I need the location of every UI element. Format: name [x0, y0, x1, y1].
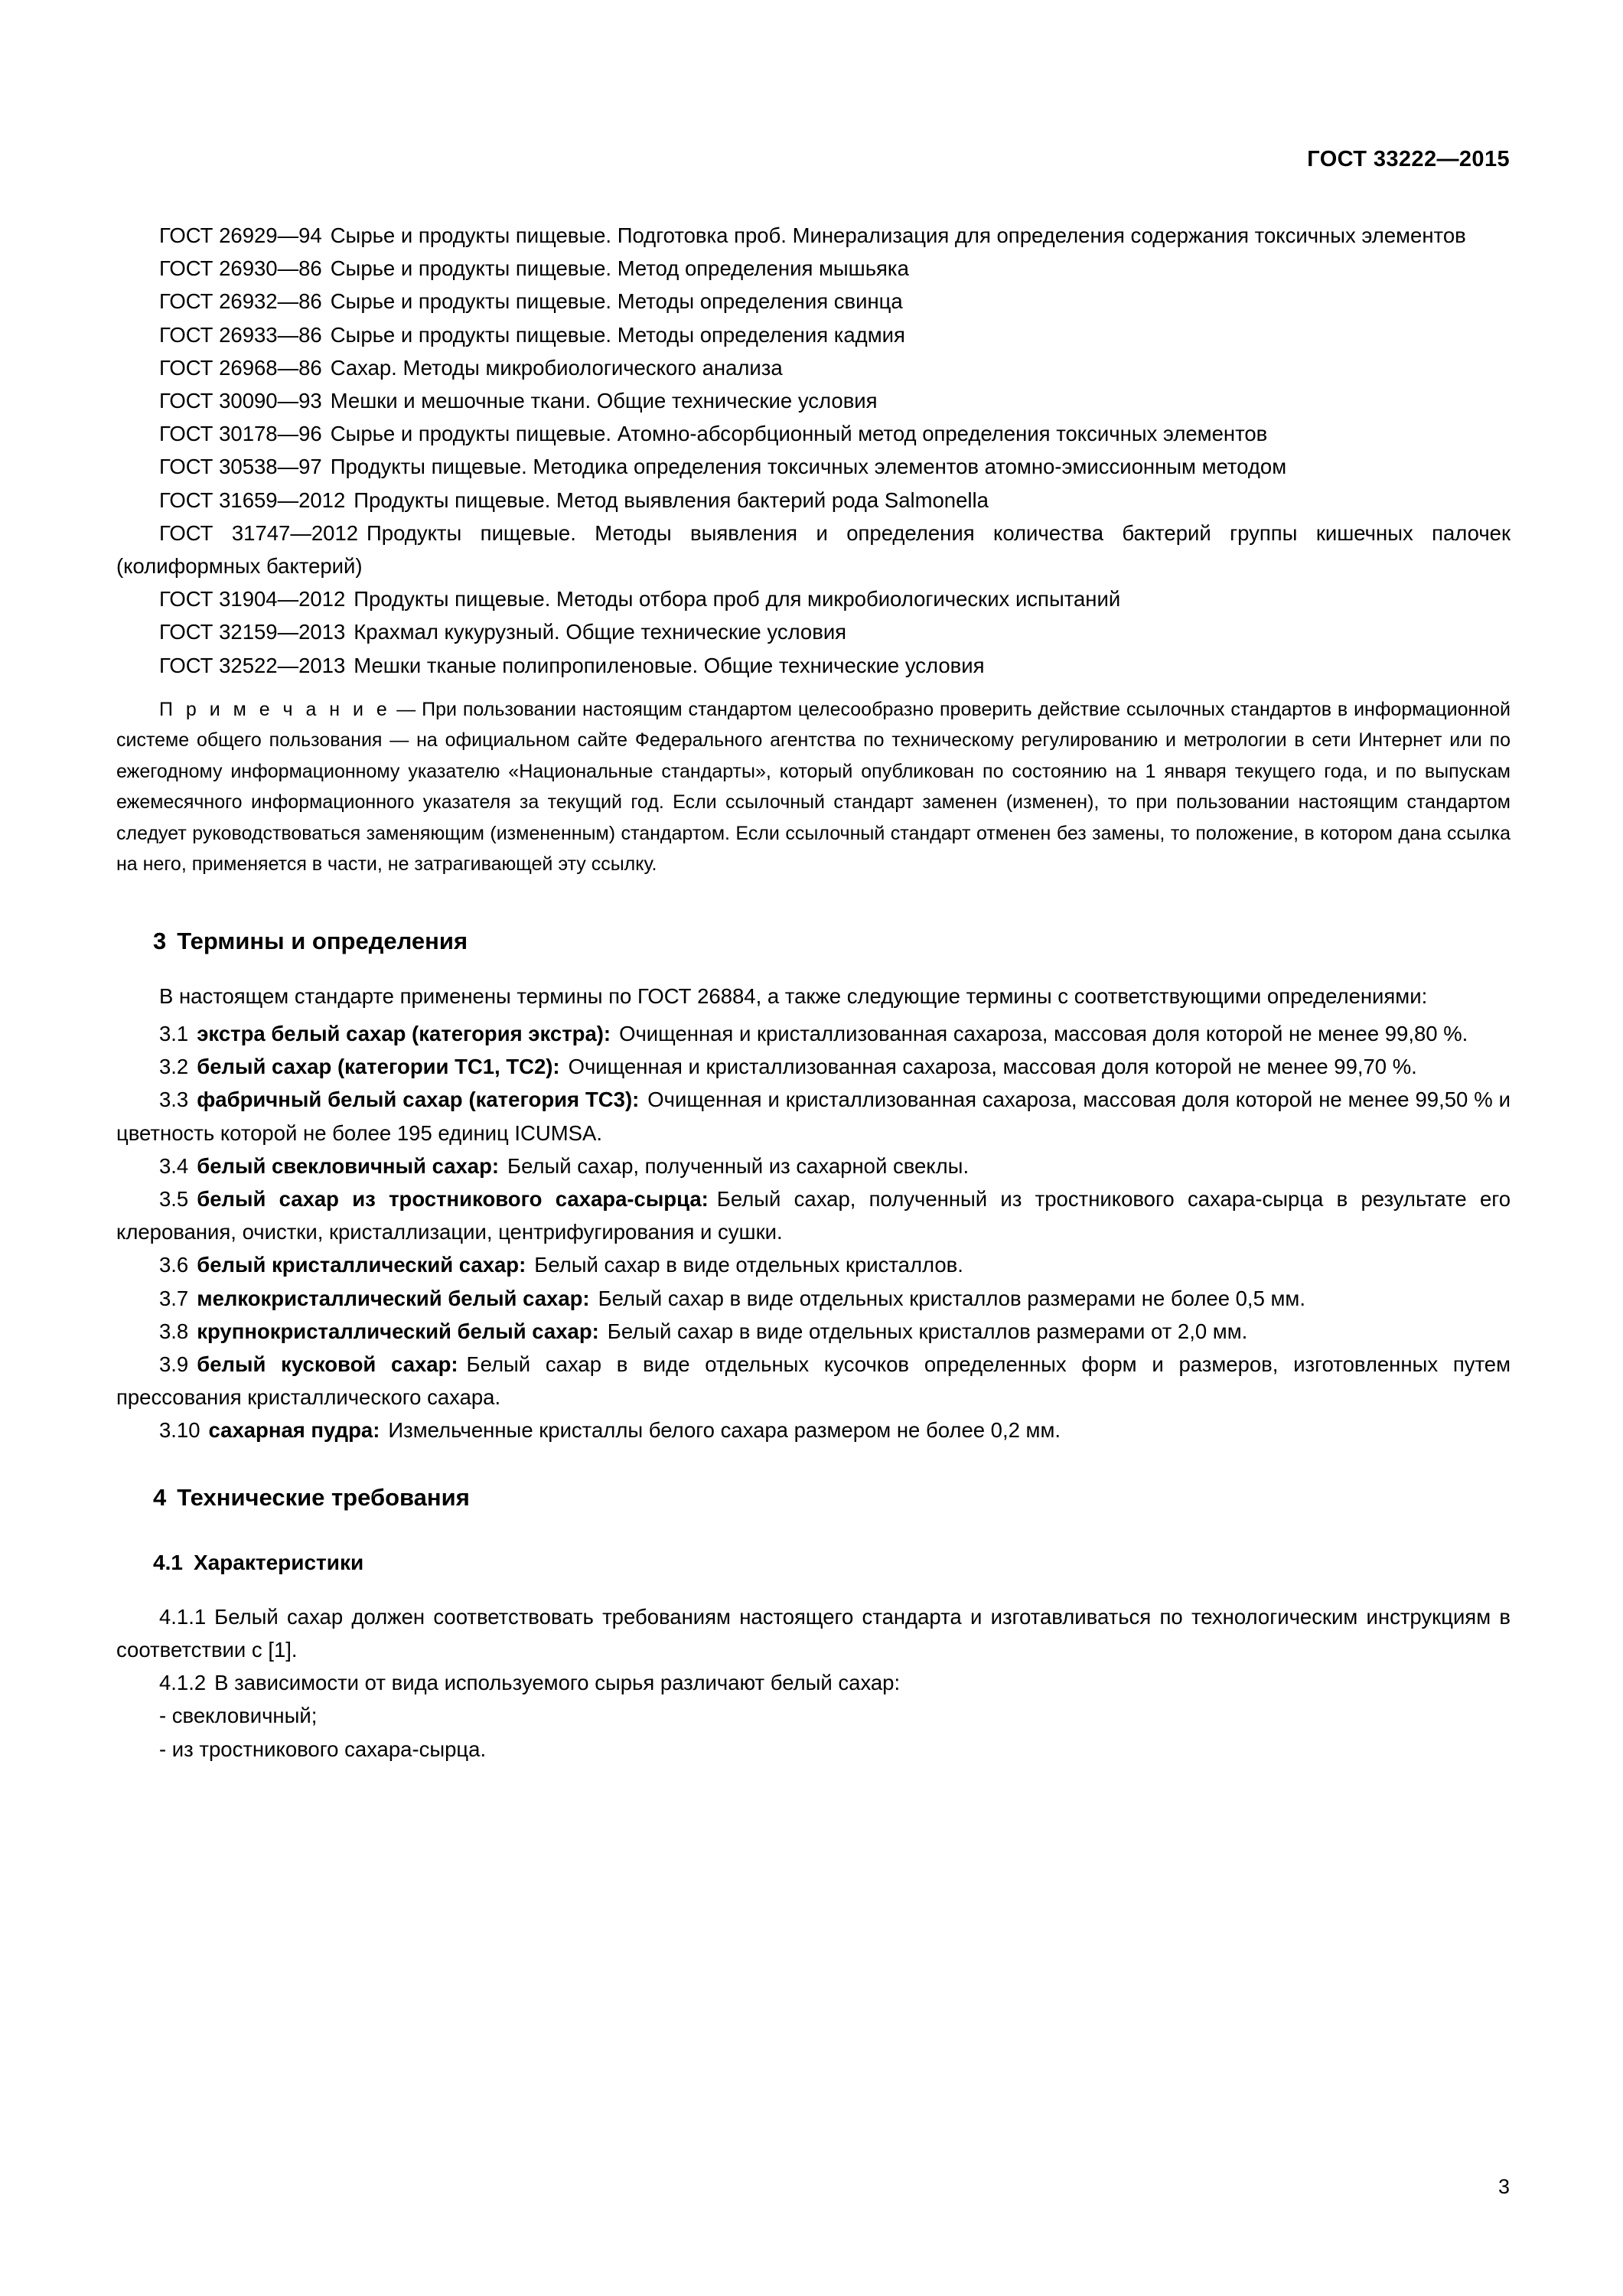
term-number: 3.9 — [159, 1352, 189, 1377]
normative-reference-item — [116, 582, 1511, 615]
section3-intro: В настоящем стандарте применены термины по ГОСТ 26884, а также следующие термины с соответствующими определениями: — [159, 983, 1428, 1008]
clause-4-1-1 — [116, 1600, 1511, 1666]
term-name: белый сахар из тростникового сахара-сырца: — [197, 1187, 709, 1212]
section-title: Технические требования — [177, 1483, 470, 1511]
page-number: 3 — [1498, 2175, 1510, 2198]
term-definition — [116, 1282, 1511, 1315]
term-name: белый свекловичный сахар: — [197, 1153, 500, 1178]
term-number: 3.10 — [159, 1418, 200, 1443]
subsection-number: 4.1 — [153, 1550, 183, 1574]
gost-code: ГОСТ 30538—97 — [159, 455, 322, 479]
term-definition — [116, 1150, 1511, 1182]
gost-code: ГОСТ 26933—86 — [159, 322, 322, 347]
term-text: Белый сахар в виде отдельных кристаллов. — [534, 1253, 963, 1277]
term-number: 3.1 — [159, 1022, 189, 1046]
term-text: Белый сахар в виде отдельных кристаллов размерами от 2,0 мм. — [607, 1319, 1248, 1343]
gost-code: ГОСТ 30090—93 — [159, 389, 322, 413]
clause-number: 4.1.1 — [159, 1604, 207, 1629]
clause-4-1-2 — [116, 1666, 1511, 1699]
normative-reference-item — [116, 649, 1511, 682]
normative-reference-item — [116, 484, 1511, 517]
gost-title: Продукты пищевые. Методы отбора проб для микробиологических испытаний — [354, 587, 1121, 612]
subsection-heading-4-1 — [116, 1548, 1511, 1577]
term-text: Очищенная и кристаллизованная сахароза, массовая доля которой не менее 99,80 %. — [619, 1022, 1468, 1046]
gost-code: ГОСТ 26930—86 — [159, 256, 322, 281]
term-text: Измельченные кристаллы белого сахара размером не более 0,2 мм. — [388, 1418, 1061, 1443]
gost-code: ГОСТ 31904—2012 — [159, 587, 346, 612]
normative-reference-item — [116, 318, 1511, 351]
gost-code: ГОСТ 31659—2012 — [159, 488, 346, 512]
term-name: белый кристаллический сахар: — [197, 1253, 526, 1277]
gost-title: Сырье и продукты пищевые. Атомно-абсорбционный метод определения токсичных элементов — [330, 422, 1268, 446]
gost-title: Сырье и продукты пищевые. Методы определения свинца — [330, 289, 903, 314]
list-item: - из тростникового сахара-сырца. — [159, 1737, 487, 1761]
normative-reference-item — [116, 417, 1511, 450]
term-definition — [116, 1050, 1511, 1083]
term-definition — [116, 1414, 1511, 1446]
terms-list — [116, 1017, 1511, 1447]
term-number: 3.5 — [159, 1187, 189, 1212]
term-name: сахарная пудра: — [208, 1418, 380, 1443]
normative-reference-item — [116, 615, 1511, 648]
gost-code: ГОСТ 30178—96 — [159, 422, 322, 446]
term-text: Белый сахар, полученный из тростникового сахара-сырца в результате его клерования, очистки, кристаллизации, центрифугирования и сушки. — [116, 1187, 1511, 1244]
term-name: фабричный белый сахар (категория ТС3): — [197, 1088, 640, 1112]
term-text: Белый сахар, полученный из сахарной свеклы. — [507, 1153, 970, 1178]
term-name: крупнокристаллический белый сахар: — [197, 1319, 599, 1343]
subsection-title: Характеристики — [193, 1550, 364, 1574]
term-name: экстра белый сахар (категория экстра): — [197, 1022, 611, 1046]
gost-title: Продукты пищевые. Метод выявления бактерий рода Salmonella — [354, 488, 989, 512]
normative-reference-item — [116, 384, 1511, 417]
gost-title: Мешки тканые полипропиленовые. Общие технические условия — [354, 653, 985, 677]
term-definition — [116, 1083, 1511, 1149]
gost-title: Крахмал кукурузный. Общие технические условия — [354, 620, 847, 644]
term-definition — [116, 1248, 1511, 1281]
term-name: мелкокристаллический белый сахар: — [197, 1286, 590, 1310]
note-block — [116, 694, 1511, 880]
normative-reference-item — [116, 450, 1511, 483]
gost-title: Сырье и продукты пищевые. Подготовка проб. Минерализация для определения содержания токсичных элементов — [330, 223, 1466, 247]
section-title: Термины и определения — [177, 927, 468, 954]
gost-code: ГОСТ 26929—94 — [159, 223, 322, 247]
gost-title: Сырье и продукты пищевые. Метод определения мышьяка — [330, 256, 909, 281]
gost-code: ГОСТ 32159—2013 — [159, 620, 346, 644]
gost-title: Продукты пищевые. Методика определения токсичных элементов атомно-эмиссионным методом — [330, 455, 1287, 479]
gost-title: Продукты пищевые. Методы выявления и определения количества бактерий группы кишечных палочек (колиформных бактерий) — [116, 520, 1511, 579]
term-number: 3.7 — [159, 1286, 189, 1310]
term-definition — [116, 1182, 1511, 1248]
gost-title: Сахар. Методы микробиологического анализа — [330, 355, 783, 380]
normative-reference-item — [116, 252, 1511, 285]
normative-references-list — [116, 219, 1511, 682]
gost-title: Мешки и мешочные ткани. Общие технические условия — [330, 389, 878, 413]
term-name: белый сахар (категории ТС1, ТС2): — [197, 1055, 560, 1079]
clause-text: В зависимости от вида используемого сырья различают белый сахар: — [214, 1671, 901, 1695]
normative-reference-item — [116, 285, 1511, 318]
term-definition — [116, 1017, 1511, 1050]
term-definition — [116, 1348, 1511, 1414]
text-column — [116, 219, 1511, 1766]
gost-code: ГОСТ 31747—2012 — [159, 520, 359, 545]
normative-reference-item — [116, 517, 1511, 582]
gost-code: ГОСТ 26968—86 — [159, 355, 322, 380]
section-heading-3 — [116, 926, 1511, 957]
section-number: 4 — [153, 1483, 167, 1511]
normative-reference-item — [116, 351, 1511, 384]
gost-code: ГОСТ 32522—2013 — [159, 653, 346, 677]
term-definition — [116, 1315, 1511, 1348]
term-text: Очищенная и кристаллизованная сахароза, массовая доля которой не менее 99,70 %. — [568, 1055, 1417, 1079]
note-label: П р и м е ч а н и е — [159, 698, 391, 720]
term-number: 3.4 — [159, 1153, 189, 1178]
note-dash: — — [390, 698, 422, 720]
term-text: Очищенная и кристаллизованная сахароза, массовая доля которой не менее 99,50 % и цветность которой не более 195 единиц ICUMSA. — [116, 1088, 1511, 1145]
gost-title: Сырье и продукты пищевые. Методы определения кадмия — [330, 322, 905, 347]
list-item: - свекловичный; — [159, 1704, 318, 1728]
term-name: белый кусковой сахар: — [197, 1352, 458, 1377]
term-number: 3.8 — [159, 1319, 189, 1343]
term-number: 3.2 — [159, 1055, 189, 1079]
section-heading-4 — [116, 1482, 1511, 1513]
term-text: Белый сахар в виде отдельных кристаллов размерами не более 0,5 мм. — [598, 1286, 1305, 1310]
term-number: 3.3 — [159, 1088, 189, 1112]
normative-reference-item — [116, 219, 1511, 252]
clause-number: 4.1.2 — [159, 1671, 207, 1695]
section-number: 3 — [153, 927, 167, 954]
gost-code: ГОСТ 26932—86 — [159, 289, 322, 314]
note-text: При пользовании настоящим стандартом целесообразно проверить действие ссылочных стандартов в информационной системе общего пользования — на официальном сайте Федерального агентства по техническому регулированию и метрологии в сети Интернет или по ежегодному информационному указателю «Национальные стандарты», который опубликован по состоянию на 1 января текущего года, и по выпускам ежемесячного информационного указателя за текущий год. Если ссылочный стандарт заменен (изменен), то при пользовании настоящим стандартом следует руководствоваться заменяющим (измененным) стандартом. Если ссылочный стандарт отменен без замены, то положение, в котором дана ссылка на него, применяется в части, не затрагивающей эту ссылку. — [116, 698, 1511, 876]
term-text: Белый сахар в виде отдельных кусочков определенных форм и размеров, изготовленных путем прессования кристаллического сахара. — [116, 1352, 1511, 1410]
running-header: ГОСТ 33222—2015 — [1307, 147, 1510, 171]
term-number: 3.6 — [159, 1253, 189, 1277]
clause-text: Белый сахар должен соответствовать требованиям настоящего стандарта и изготавливаться по технологическим инструкциям в соответствии с [1]. — [116, 1604, 1511, 1662]
